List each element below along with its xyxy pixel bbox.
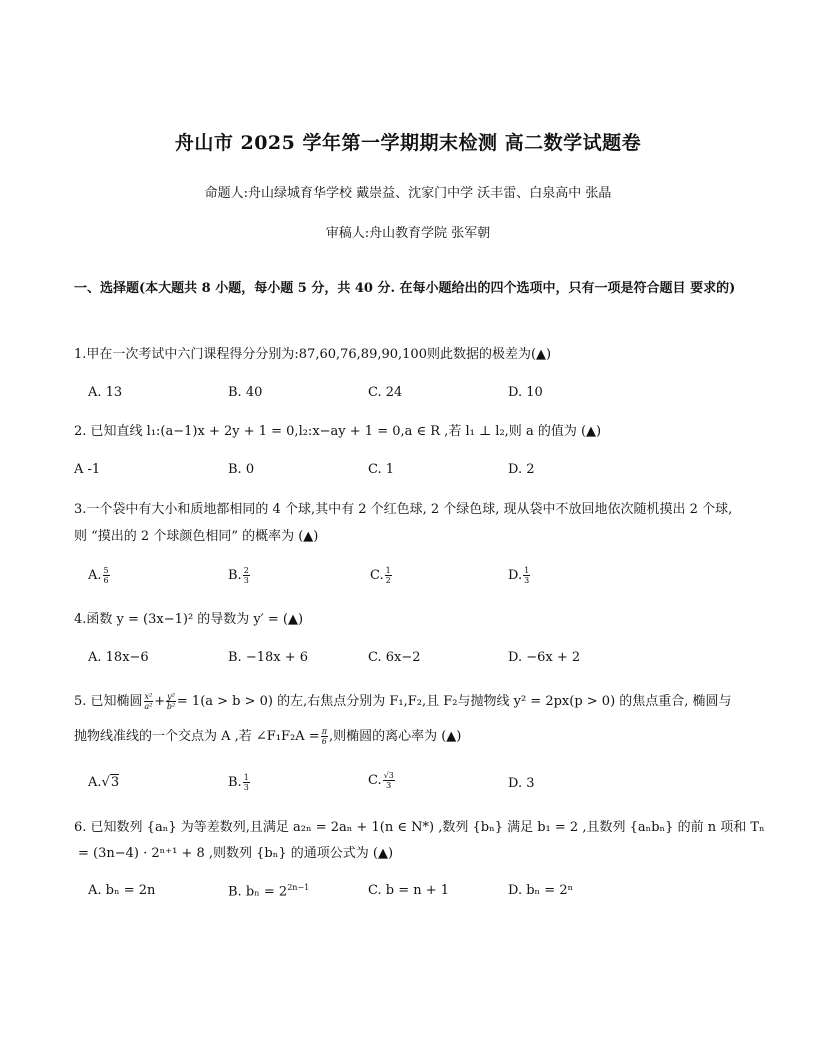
numerator: x² xyxy=(144,692,153,701)
numerator: π xyxy=(321,727,327,736)
stem-text: = 1(a > b > 0) 的左,右焦点分别为 F₁,F₂,且 F₂与抛物线 y² = 2px(p > 0) 的焦点重合, 椭圆与 xyxy=(176,694,732,709)
question-5-option-b xyxy=(228,773,251,792)
reviewer-line: 审稿人:舟山教育学院 张军朝 xyxy=(325,226,491,241)
page-title: 舟山市 2025 学年第一学期期末检测 高二数学试题卷 xyxy=(174,132,642,154)
question-6-option-a: A. bₙ = 2n xyxy=(88,883,156,898)
question-4-option-a: A. 18x−6 xyxy=(88,650,149,665)
numerator: 1 xyxy=(243,773,249,782)
fraction xyxy=(166,692,176,711)
question-3-option-d xyxy=(508,566,531,585)
sqrt-sign: √ xyxy=(101,775,110,790)
question-2-option-c: C. 1 xyxy=(368,462,395,477)
denominator: 3 xyxy=(243,576,249,585)
option-label: B. xyxy=(228,568,242,583)
denominator: 2 xyxy=(385,576,391,585)
question-6-option-c: C. b = n + 1 xyxy=(368,883,450,898)
question-3-option-a xyxy=(88,566,111,585)
denominator: 6 xyxy=(103,576,109,585)
stem-text: 抛物线准线的一个交点为 A ,若 ∠F₁F₂A = xyxy=(74,729,320,744)
plus-sign: + xyxy=(154,694,166,709)
option-label: C. xyxy=(370,568,384,583)
option-label: B. xyxy=(228,775,242,790)
section-heading: 一、选择题(本大题共 8 小题，每小题 5 分，共 40 分. 在每小题给出的四个选项中，只有一项是符合题目 要求的) xyxy=(74,281,736,296)
denominator: 6 xyxy=(321,737,327,746)
question-3-option-b xyxy=(228,566,251,585)
question-1-stem: 1.甲在一次考试中六门课程得分分别为:87,60,76,89,90,100则此数据的极差为(▲) xyxy=(74,347,552,362)
question-4-option-b: B. −18x + 6 xyxy=(228,650,309,665)
option-label: C. xyxy=(368,773,382,788)
denominator: a² xyxy=(144,702,153,711)
question-6-option-d: D. bₙ = 2ⁿ xyxy=(508,883,574,898)
question-6-stem-line2: = (3n−4) · 2ⁿ⁺¹ + 8 ,则数列 {bₙ} 的通项公式为 (▲) xyxy=(78,846,394,861)
option-label: D. xyxy=(508,568,523,583)
stem-text: ,则椭圆的离心率为 (▲) xyxy=(328,729,462,744)
fraction xyxy=(243,773,250,792)
numerator: y² xyxy=(167,692,175,701)
numerator: 5 xyxy=(103,566,109,575)
question-5-option-d: D. 3 xyxy=(508,776,535,791)
question-5-stem-line2 xyxy=(74,726,461,748)
numerator: √3 xyxy=(383,771,394,780)
question-3-option-c xyxy=(370,566,393,585)
denominator: 3 xyxy=(243,783,249,792)
question-5-option-a xyxy=(88,775,119,790)
stem-text: 5. 已知椭圆 xyxy=(74,694,143,709)
question-2-option-b: B. 0 xyxy=(228,462,255,477)
option-label: A. xyxy=(88,775,102,790)
radicand: 3 xyxy=(110,775,120,790)
fraction xyxy=(321,727,328,746)
authors-line: 命题人:舟山绿城育华学校 戴崇益、沈家门中学 沃丰雷、白泉高中 张晶 xyxy=(204,186,612,201)
question-4-stem: 4.函数 y = (3x−1)² 的导数为 y′ = (▲) xyxy=(74,612,304,627)
question-1-option-b: B. 40 xyxy=(228,385,263,400)
question-2-option-a: A -1 xyxy=(74,462,101,477)
fraction xyxy=(523,566,530,585)
denominator: b² xyxy=(166,702,176,711)
question-5-stem-line1 xyxy=(74,691,732,713)
question-2-option-d: D. 2 xyxy=(508,462,535,477)
question-6-option-b xyxy=(228,883,309,899)
denominator: 3 xyxy=(524,576,530,585)
question-1-option-d: D. 10 xyxy=(508,385,543,400)
exponent: 2n−1 xyxy=(287,883,310,892)
numerator: 2 xyxy=(243,566,249,575)
question-1-option-c: C. 24 xyxy=(368,385,403,400)
numerator: 1 xyxy=(524,566,530,575)
denominator: 3 xyxy=(386,781,392,790)
question-5-option-c xyxy=(368,771,396,790)
question-1-option-a: A. 13 xyxy=(88,385,123,400)
numerator: 1 xyxy=(385,566,391,575)
question-4-option-c: C. 6x−2 xyxy=(368,650,421,665)
question-3-stem: 3.一个袋中有大小和质地都相同的 4 个球,其中有 2 个红色球, 2 个绿色球, 现从袋中不放回地依次随机摸出 2 个球, 则 “摸出的 2 个球颜色相同” 的概率为 (▲) xyxy=(74,502,733,544)
fraction xyxy=(243,566,250,585)
question-4-option-d: D. −6x + 2 xyxy=(508,650,581,665)
fraction xyxy=(385,566,392,585)
question-6-stem-line1: 6. 已知数列 {aₙ} 为等差数列,且满足 a₂ₙ = 2aₙ + 1(n ∈ N*) ,数列 {bₙ} 满足 b₁ = 2 ,且数列 {aₙbₙ} 的前 n 项和 Tₙ xyxy=(74,820,765,835)
option-text: B. bₙ = 2 xyxy=(228,884,288,900)
fraction xyxy=(144,692,154,711)
question-2-stem: 2. 已知直线 l₁:(a−1)x + 2y + 1 = 0,l₂:x−ay + 1 = 0,a ∈ R ,若 l₁ ⊥ l₂,则 a 的值为 (▲) xyxy=(74,424,602,439)
fraction xyxy=(103,566,110,585)
fraction xyxy=(383,771,395,790)
option-label: A. xyxy=(88,568,102,583)
